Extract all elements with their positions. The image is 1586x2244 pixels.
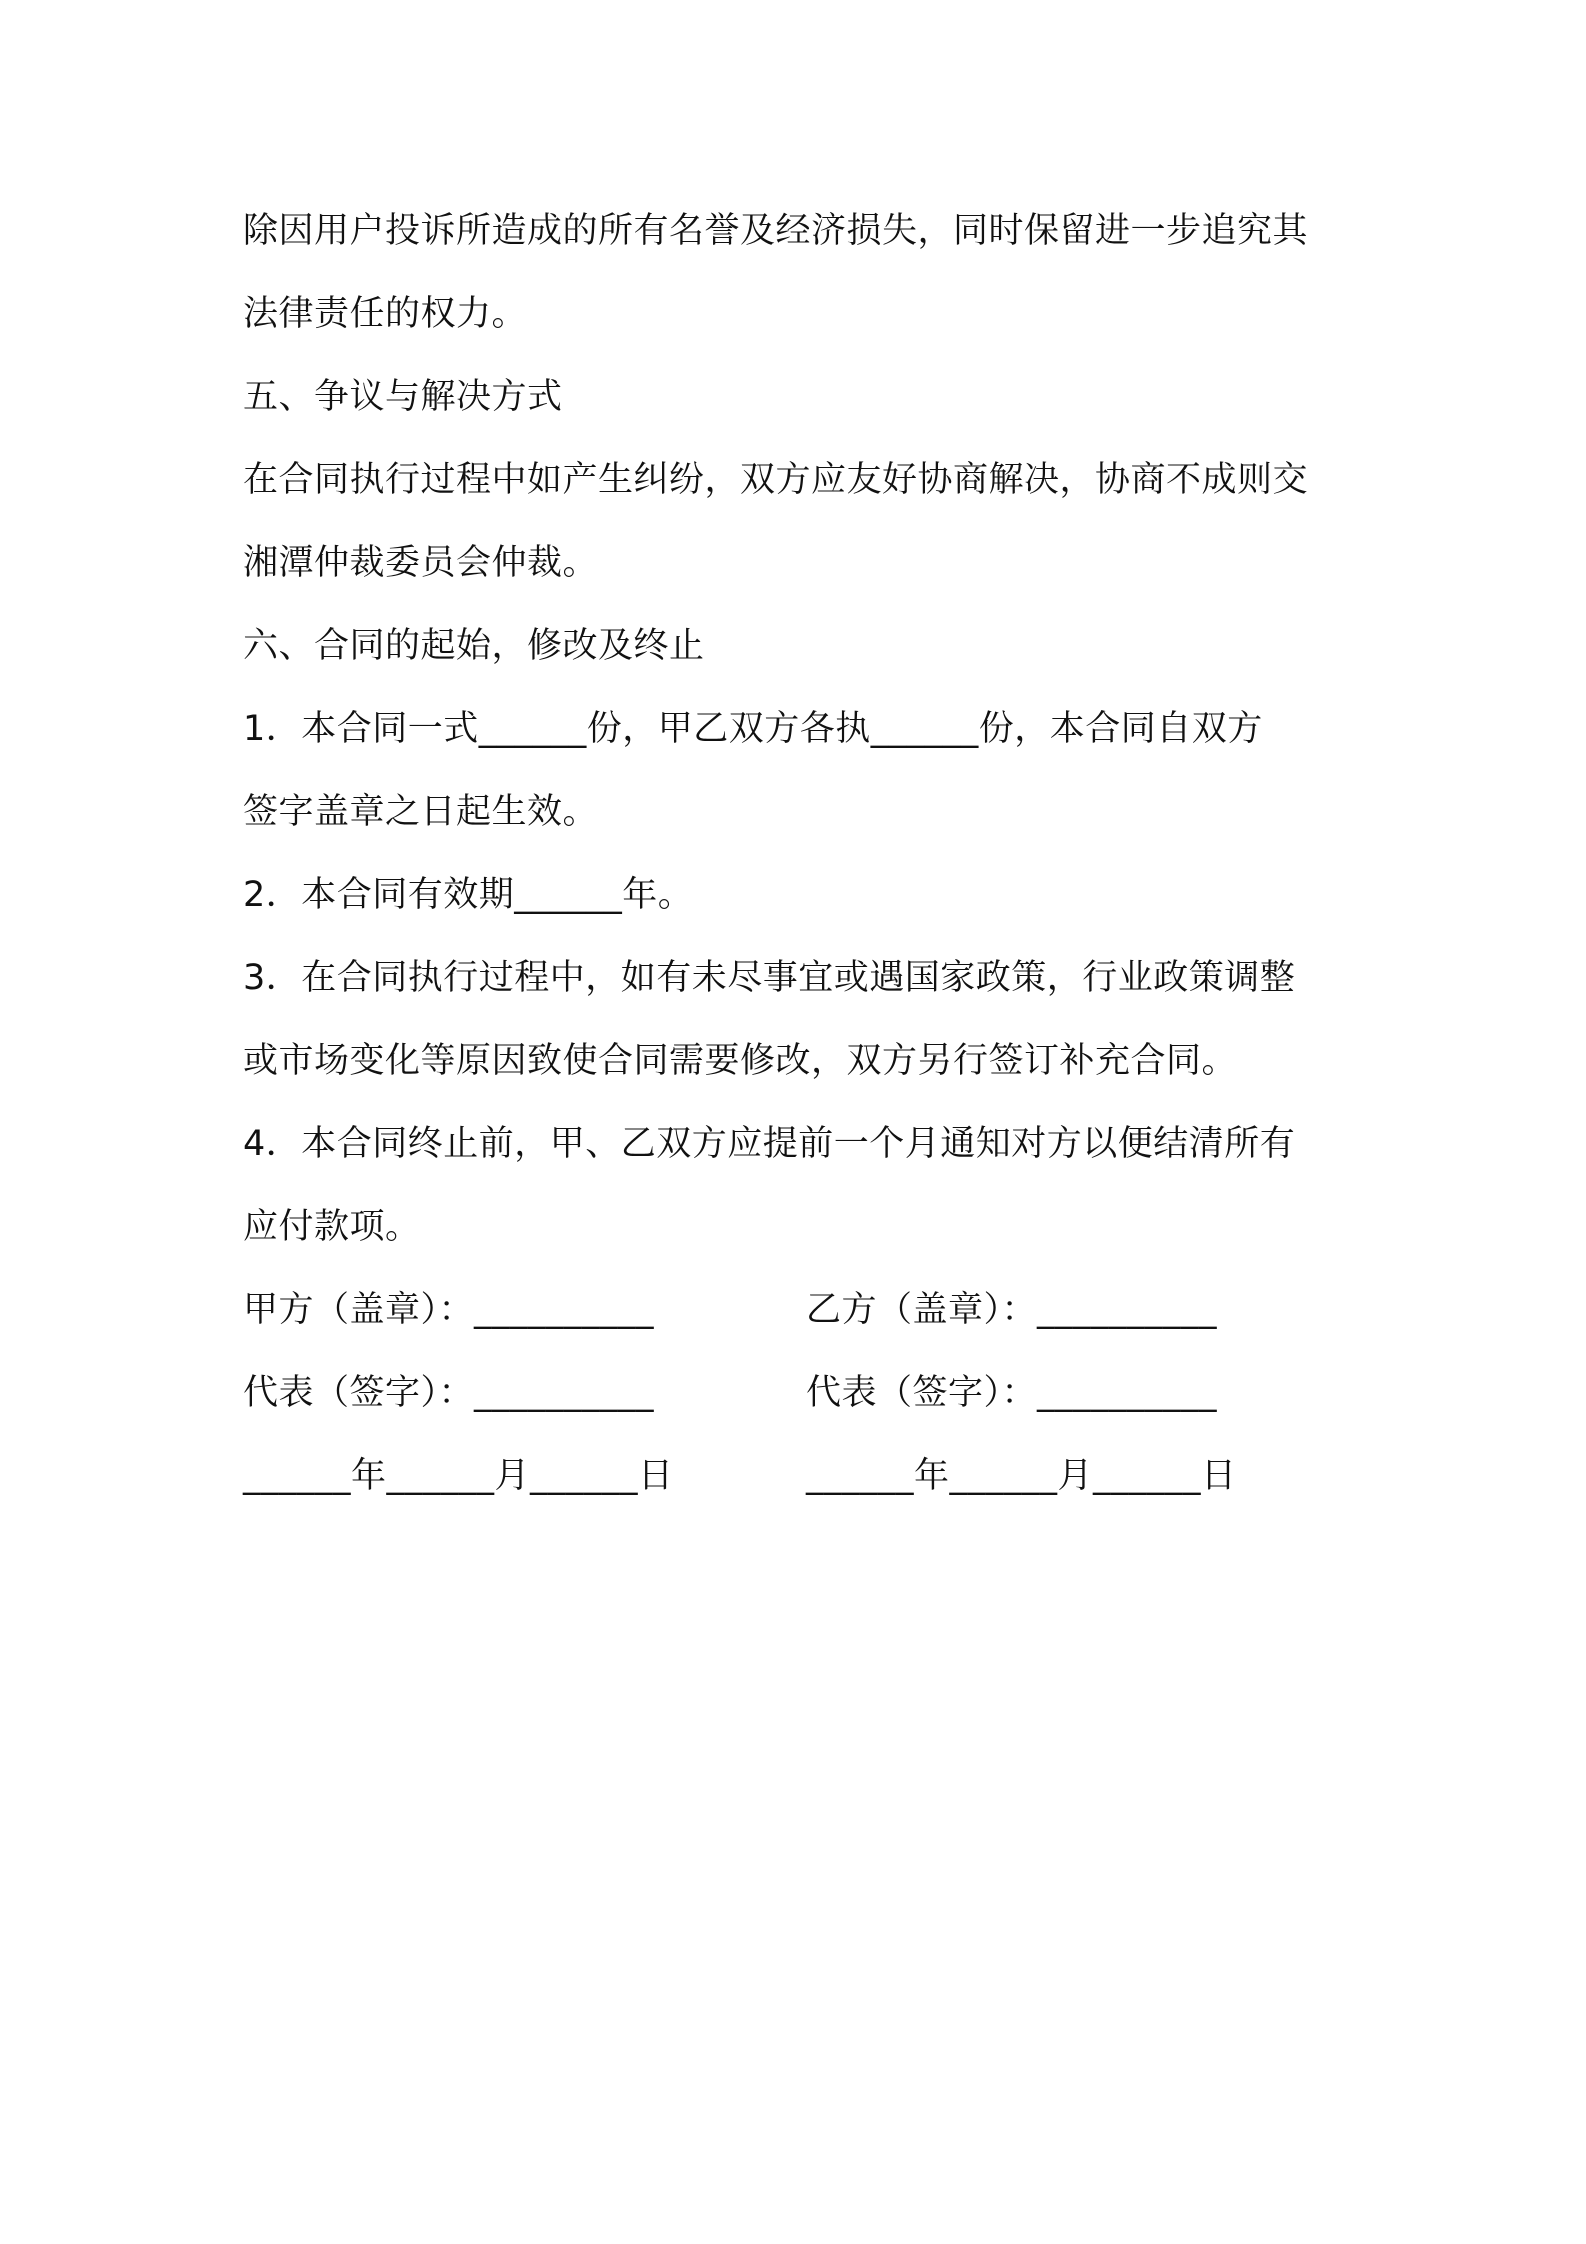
clause-line: 签字盖章之日起生效。 — [243, 792, 599, 832]
clause-line: 2．本合同有效期______年。 — [243, 875, 694, 915]
paragraph-line: 除因用户投诉所造成的所有名誉及经济损失，同时保留进一步追究其 — [243, 211, 1309, 251]
party-a-seal-line: 甲方（盖章）：__________ — [243, 1290, 655, 1330]
party-b-representative-line: 代表（签字）：__________ — [806, 1373, 1218, 1413]
paragraph-line: 湘潭仲裁委员会仲裁。 — [243, 543, 599, 583]
section-heading: 六、合同的起始，修改及终止 — [243, 626, 705, 666]
clause-line: 1．本合同一式______份，甲乙双方各执______份，本合同自双方 — [243, 709, 1263, 749]
clause-line: 3．在合同执行过程中，如有未尽事宜或遇国家政策，行业政策调整 — [243, 958, 1296, 998]
party-a-representative-line: 代表（签字）：__________ — [243, 1373, 655, 1413]
party-b-seal-line: 乙方（盖章）：__________ — [806, 1290, 1218, 1330]
party-b-date-line: ______年______月______日 — [806, 1456, 1237, 1496]
paragraph-line: 在合同执行过程中如产生纠纷，双方应友好协商解决，协商不成则交 — [243, 460, 1309, 500]
section-heading: 五、争议与解决方式 — [243, 377, 563, 417]
party-a-date-line: ______年______月______日 — [243, 1456, 674, 1496]
clause-line: 4．本合同终止前，甲、乙双方应提前一个月通知对方以便结清所有 — [243, 1124, 1296, 1164]
clause-line: 应付款项。 — [243, 1207, 421, 1247]
clause-line: 或市场变化等原因致使合同需要修改，双方另行签订补充合同。 — [243, 1041, 1238, 1081]
paragraph-line: 法律责任的权力。 — [243, 294, 528, 334]
